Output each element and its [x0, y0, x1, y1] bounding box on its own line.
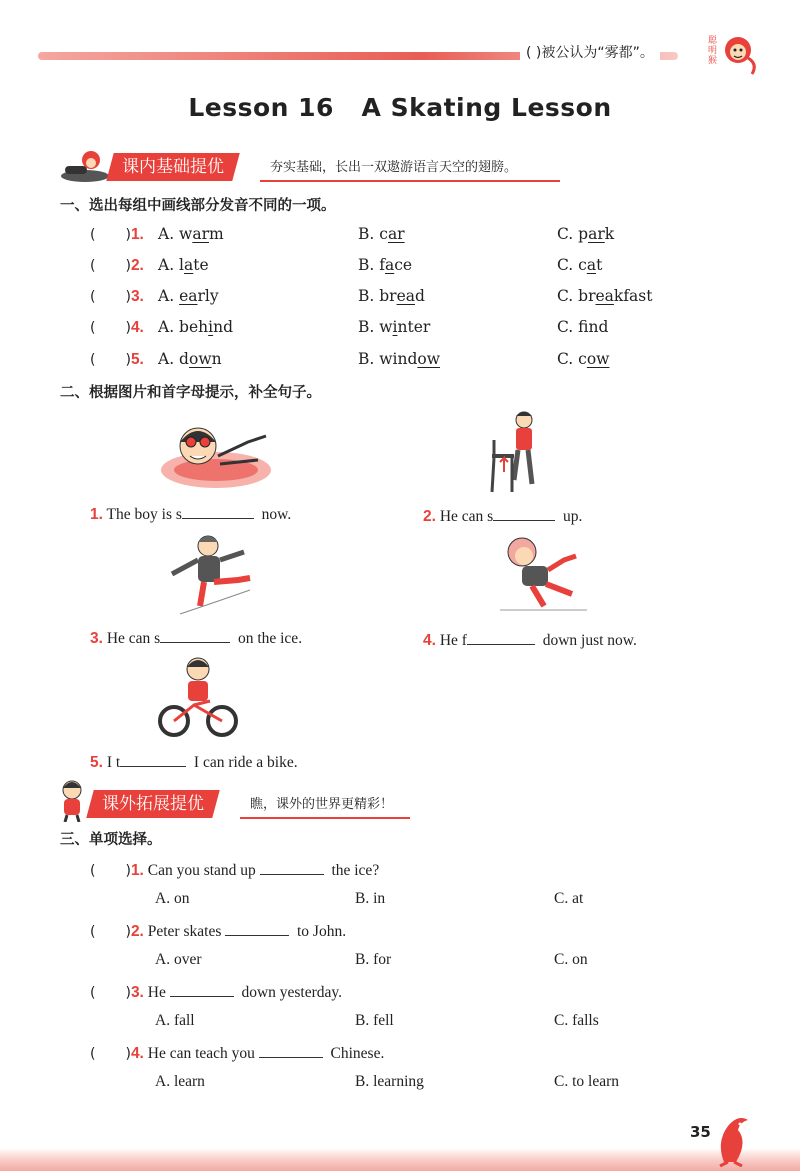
banner-extension-desc: 瞧，课外的世界更精彩！: [250, 797, 394, 812]
banner-basic: [110, 153, 560, 181]
answer-blank[interactable]: [182, 504, 254, 519]
falling-boy-icon: [492, 530, 592, 615]
banner-basic-line: [260, 180, 560, 182]
option-a[interactable]: A. over: [155, 951, 202, 968]
banner-basic-tag: 课内基础提优: [106, 153, 240, 181]
item-number: 5.: [130, 351, 144, 368]
option-b[interactable]: B. in: [355, 890, 386, 907]
bike-boy-icon: [158, 655, 238, 740]
option-c[interactable]: C. to learn: [554, 1073, 619, 1090]
list-item: ( )2. A. late B. face C. cat: [90, 256, 603, 274]
list-item: ( )3. A. early B. bread C. breakfast: [90, 287, 653, 305]
option-a[interactable]: A. warm: [158, 225, 224, 243]
answer-paren[interactable]: (: [90, 863, 96, 879]
option-c[interactable]: C. at: [554, 890, 584, 907]
item-number: 3.: [130, 288, 144, 305]
lesson-title: Lesson 16 A Skating Lesson: [188, 93, 612, 122]
standing-boy-icon: [488, 410, 548, 495]
section2-title: 二、根据图片和首字母提示，补全句子。: [60, 385, 321, 401]
dolphin-icon: [714, 1112, 754, 1167]
question-item: ( )2. Peter skates to John.: [90, 923, 347, 940]
answer-blank[interactable]: [120, 752, 186, 767]
skating-boy-icon: [160, 530, 260, 620]
page-number: 35: [690, 1123, 711, 1141]
header-question: ( )被公认为“雾都”。: [520, 42, 660, 62]
sentence-item: 1. The boy is s now.: [90, 506, 292, 523]
question-item: ( )4. He can teach you Chinese.: [90, 1045, 385, 1062]
footer-bar: [0, 1148, 800, 1171]
option-b[interactable]: B. bread: [358, 287, 425, 305]
list-item: ( )5. A. down B. window C. cow: [90, 350, 610, 368]
sentence-item: 5. I t I can ride a bike.: [90, 754, 298, 771]
banner-extension-line: [240, 817, 410, 819]
option-c[interactable]: C. falls: [554, 1012, 599, 1029]
option-b[interactable]: B. winter: [358, 318, 431, 336]
option-c[interactable]: C. cow: [557, 350, 610, 368]
question-item: ( )1. Can you stand up the ice?: [90, 862, 380, 879]
option-b[interactable]: B. window: [358, 350, 440, 368]
option-a[interactable]: A. early: [158, 287, 219, 305]
section3-title: 三、单项选择。: [60, 832, 162, 848]
answer-paren[interactable]: (: [90, 227, 96, 243]
banner-extension-tag: 课外拓展提优: [86, 790, 220, 818]
answer-blank[interactable]: [225, 921, 289, 936]
option-b[interactable]: B. face: [358, 256, 413, 274]
answer-blank[interactable]: [493, 506, 555, 521]
sentence-item: 2. He can s up.: [423, 508, 583, 525]
item-number: 2.: [130, 257, 144, 274]
corner-label: 聪明猴: [708, 36, 718, 66]
item-number: 1.: [130, 226, 144, 243]
answer-paren[interactable]: (: [90, 924, 96, 940]
section1-title: 一、选出每组中画线部分发音不同的一项。: [60, 198, 336, 214]
option-a[interactable]: A. down: [158, 350, 222, 368]
swimming-boy-icon: [158, 412, 273, 492]
answer-blank[interactable]: [260, 860, 324, 875]
answer-paren[interactable]: (: [90, 258, 96, 274]
banner-basic-desc: 夯实基础，长出一双遨游语言天空的翅膀。: [270, 160, 518, 175]
option-c[interactable]: C. cat: [557, 256, 603, 274]
answer-paren[interactable]: (: [90, 352, 96, 368]
answer-paren[interactable]: (: [90, 985, 96, 1001]
question-item: ( )3. He down yesterday.: [90, 984, 343, 1001]
option-a[interactable]: A. late: [158, 256, 209, 274]
option-b[interactable]: B. car: [358, 225, 405, 243]
option-c[interactable]: C. park: [557, 225, 615, 243]
option-c[interactable]: C. breakfast: [557, 287, 653, 305]
option-b[interactable]: B. for: [355, 951, 392, 968]
list-item: ( )1. A. warm B. car C. park: [90, 225, 615, 243]
list-item: ( )4. A. behind B. winter C. fnd: [90, 318, 609, 336]
sentence-item: 3. He can s on the ice.: [90, 630, 303, 647]
answer-blank[interactable]: [259, 1043, 323, 1058]
option-a[interactable]: A. fall: [155, 1012, 195, 1029]
skater-kid-icon: [55, 148, 110, 184]
banner-extension: [90, 790, 410, 818]
option-a[interactable]: A. on: [155, 890, 190, 907]
option-b[interactable]: B. learning: [355, 1073, 424, 1090]
answer-blank[interactable]: [160, 628, 230, 643]
option-b[interactable]: B. fell: [355, 1012, 394, 1029]
answer-paren[interactable]: (: [90, 1046, 96, 1062]
answer-paren[interactable]: (: [90, 320, 96, 336]
sentence-item: 4. He f down just now.: [423, 632, 637, 649]
option-c[interactable]: C. fnd: [557, 318, 609, 336]
answer-blank[interactable]: [467, 630, 535, 645]
option-c[interactable]: C. on: [554, 951, 588, 968]
option-a[interactable]: A. behind: [158, 318, 234, 336]
option-a[interactable]: A. learn: [155, 1073, 205, 1090]
girl-mascot-icon: [55, 778, 89, 822]
answer-blank[interactable]: [170, 982, 234, 997]
answer-paren[interactable]: (: [90, 289, 96, 305]
item-number: 4.: [130, 319, 144, 336]
